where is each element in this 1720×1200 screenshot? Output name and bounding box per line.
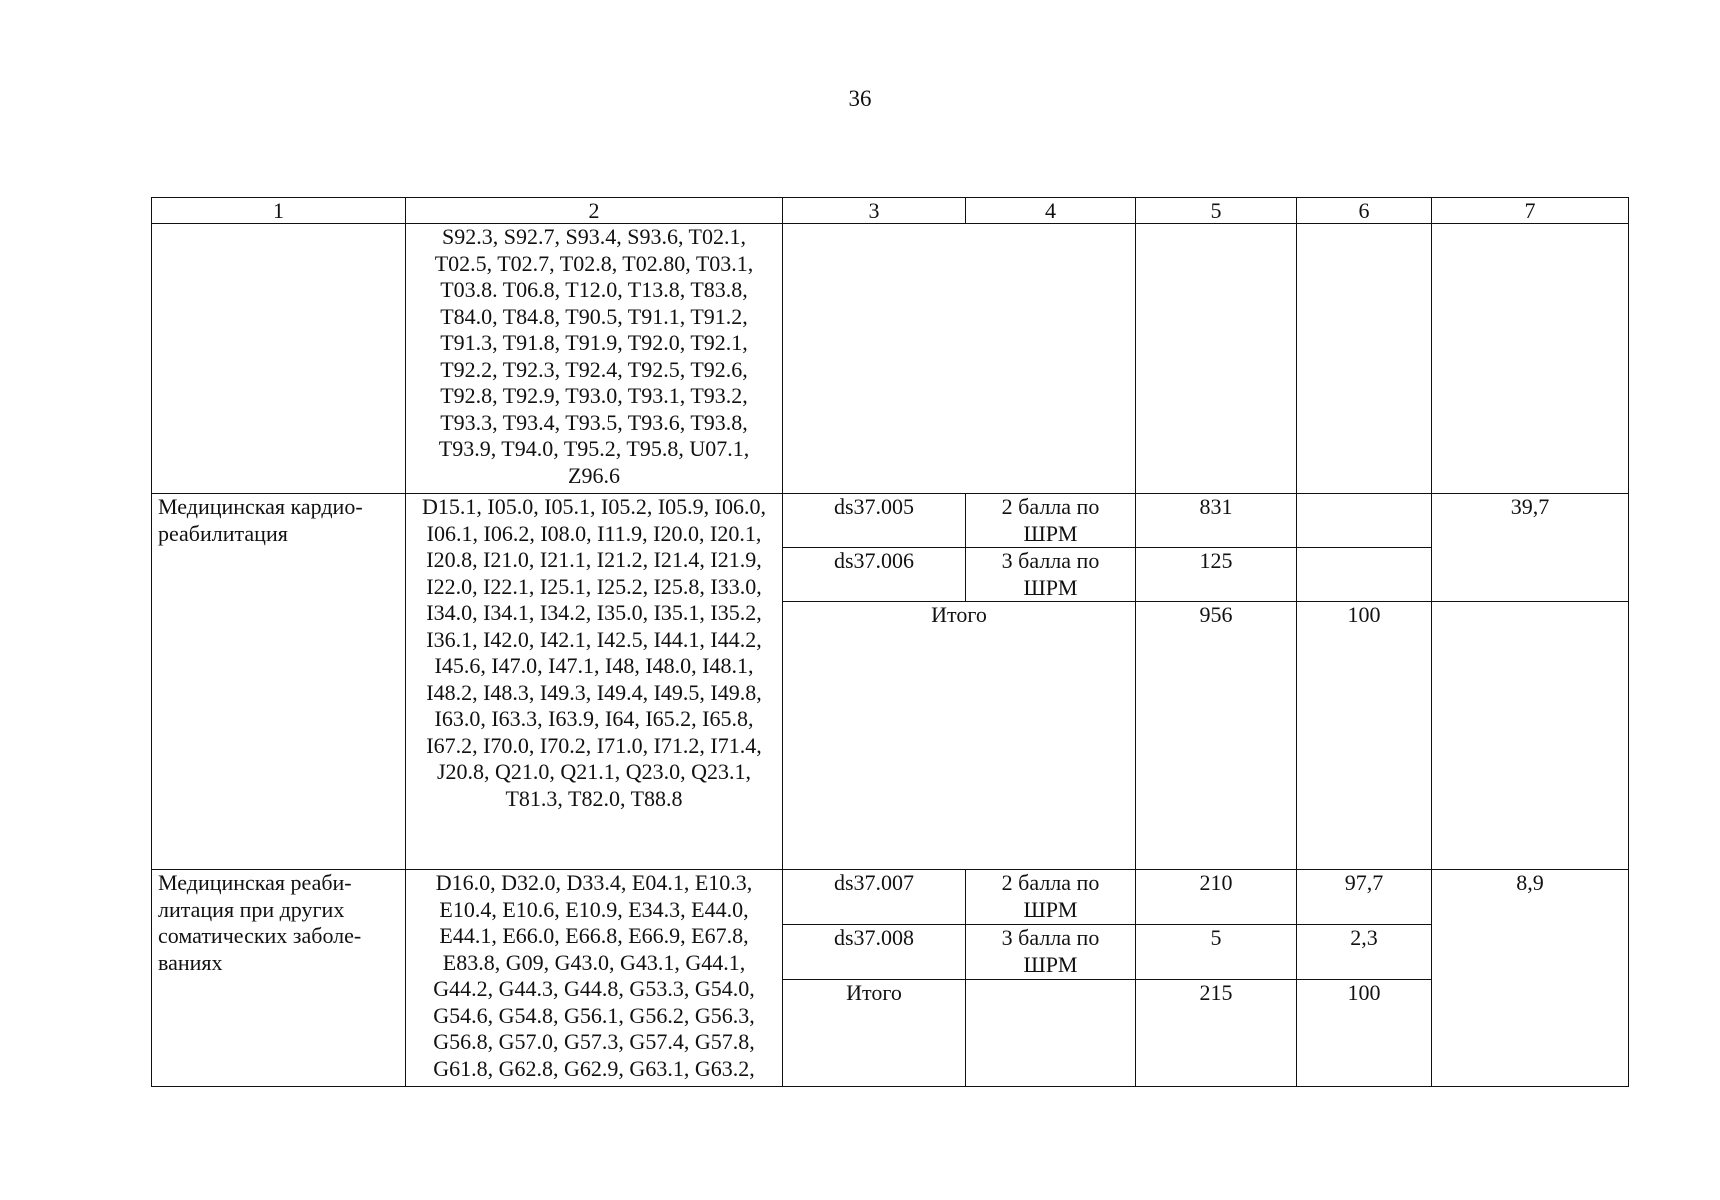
cardio-total-share: 100 [1297,602,1432,870]
somatic-share-1: 97,7 [1297,870,1432,925]
somatic-total-count: 215 [1136,980,1297,1087]
cardio-code-1: ds37.005 [783,494,966,548]
cardio-share-2 [1297,548,1432,602]
continuation-codes: S92.3, S92.7, S93.4, S93.6, T02.1, T02.5, T02.7, T02.8, T02.80, T03.1, T03.8. T06.8, T12.0, T13.8, T83.8, T84.0, T84.8, T90.5, T91.1, T91.2, T91.3, T91.8, T91.9, T92.0, T92.1, T92.2, T92.3, T92.4, T92.5, T92.6, T92.8, T92.9, T93.0, T93.1, T93.2, T93.3, T93.4, T93.5, T93.6, T93.8, T93.9, T94.0, T95.2, T95.8, U07.1, Z96.6 [406,224,783,494]
header-cell-5: 5 [1136,198,1297,224]
cardio-total-label: Итого [783,602,1136,870]
somatic-code-1: ds37.007 [783,870,966,925]
cardio-criterion-1: 2 балла по ШРМ [966,494,1136,548]
somatic-row-1 [152,870,1629,925]
cardio-criterion-2: 3 балла по ШРМ [966,548,1136,602]
continuation-empty-5 [1136,224,1297,494]
cardio-col7: 39,7 [1432,494,1629,602]
somatic-codes: D16.0, D32.0, D33.4, E04.1, E10.3, E10.4, E10.6, E10.9, E34.3, E44.0, E44.1, E66.0, E66.8, E66.9, E67.8, E83.8, G09, G43.0, G43.1, G44.1, G44.2, G44.3, G44.8, G53.3, G54.0, G54.6, G54.8, G56.1, G56.2, G56.3, G56.8, G57.0, G57.3, G57.4, G57.8, G61.8, G62.8, G62.9, G63.1, G63.2, [406,870,783,1087]
cardio-codes: D15.1, I05.0, I05.1, I05.2, I05.9, I06.0, I06.1, I06.2, I08.0, I11.9, I20.0, I20.1, I20.8, I21.0, I21.1, I21.2, I21.4, I21.9, I22.0, I22.1, I25.1, I25.2, I25.8, I33.0, I34.0, I34.1, I34.2, I35.0, I35.1, I35.2, I36.1, I42.0, I42.1, I42.5, I44.1, I44.2, I45.6, I47.0, I47.1, I48, I48.0, I48.1, I48.2, I48.3, I49.3, I49.4, I49.5, I49.8, I63.0, I63.3, I63.9, I64, I65.2, I65.8, I67.2, I70.0, I70.2, I71.0, I71.2, I71.4, J20.8, Q21.0, Q21.1, Q23.0, Q23.1, T81.3, T82.0, T88.8 [406,494,783,870]
somatic-col7: 8,9 [1432,870,1629,1087]
header-cell-2: 2 [406,198,783,224]
cardio-total-empty-7 [1432,602,1629,870]
header-cell-1: 1 [152,198,406,224]
header-cell-6: 6 [1297,198,1432,224]
continuation-empty-6 [1297,224,1432,494]
somatic-total-share: 100 [1297,980,1432,1087]
somatic-name: Медицинская реаби-литация при других соматических заболе-ваниях [152,870,406,1087]
somatic-count-2: 5 [1136,925,1297,980]
cardio-share-1 [1297,494,1432,548]
tariff-table [151,197,1629,1087]
somatic-criterion-2: 3 балла по ШРМ [966,925,1136,980]
continuation-empty-3-4 [783,224,1136,494]
cardio-count-2: 125 [1136,548,1297,602]
header-cell-7: 7 [1432,198,1629,224]
continuation-name-cell [152,224,406,494]
somatic-total-label: Итого [783,980,966,1087]
somatic-code-2: ds37.008 [783,925,966,980]
somatic-share-2: 2,3 [1297,925,1432,980]
somatic-total-empty-4 [966,980,1136,1087]
cardio-total-count: 956 [1136,602,1297,870]
header-cell-3: 3 [783,198,966,224]
somatic-count-1: 210 [1136,870,1297,925]
continuation-empty-7 [1432,224,1629,494]
header-row [152,198,1629,224]
cardio-count-1: 831 [1136,494,1297,548]
continuation-row [152,224,1629,494]
cardio-row-1 [152,494,1629,548]
page-number: 36 [848,86,872,111]
somatic-criterion-1: 2 балла по ШРМ [966,870,1136,925]
cardio-code-2: ds37.006 [783,548,966,602]
cardio-name: Медицинская кардио-реабилитация [152,494,406,870]
header-cell-4: 4 [966,198,1136,224]
